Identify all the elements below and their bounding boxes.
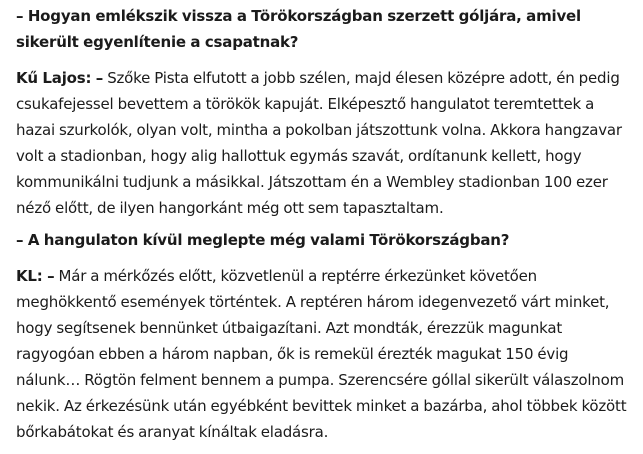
answer-text: Már a mérkőzés előtt, közvetlenül a reptérre érkezünket követően meghökkentő események történtek. A reptéren három idegenvezető várt minket, hogy segítsenek bennünket útbaigazítani. Azt mondták, érezzük magunkat ragyogóan ebben a három napban, ők is remekül érezték magukat 150 évig nálunk… Rögtön felment bennem a pumpa. Szerencsére góllal sikerült válaszolnom nekik. Az érkezésünk után egyébként bevittek minket a bazárba, ahol többek között bőrkabátokat és aranyat kínáltak eladásra. [16,267,627,441]
article-body [16,3,634,445]
interview-question-1: – Hogyan emlékszik vissza a Törökországban szerzett góljára, amivel sikerült egyenlítenie a csapatnak? [16,7,581,51]
answer-text: Szőke Pista elfutott a jobb szélen, majd élesen középre adott, én pedig csukafejessel bevettem a törökök kapuját. Elképesztő hangulatot teremtettek a hazai szurkolók, olyan volt, mintha a pokolban játszottunk volna. Akkora hangzavar volt a stadionban, hogy alig hallottuk egymás szavát, ordítanunk kellett, hogy kommunikálni tudjunk a másikkal. Játszottam én a Wembley stadionban 100 ezer néző előtt, de ilyen hangorkánt még ott sem tapasztaltam. [16,69,622,217]
speaker-label: KL: – [16,267,55,285]
interview-question-2: – A hangulaton kívül meglepte még valami Törökországban? [16,231,510,249]
interview-answer-2 [16,263,634,445]
interview-answer-1 [16,65,634,221]
speaker-label: Kű Lajos: – [16,69,104,87]
